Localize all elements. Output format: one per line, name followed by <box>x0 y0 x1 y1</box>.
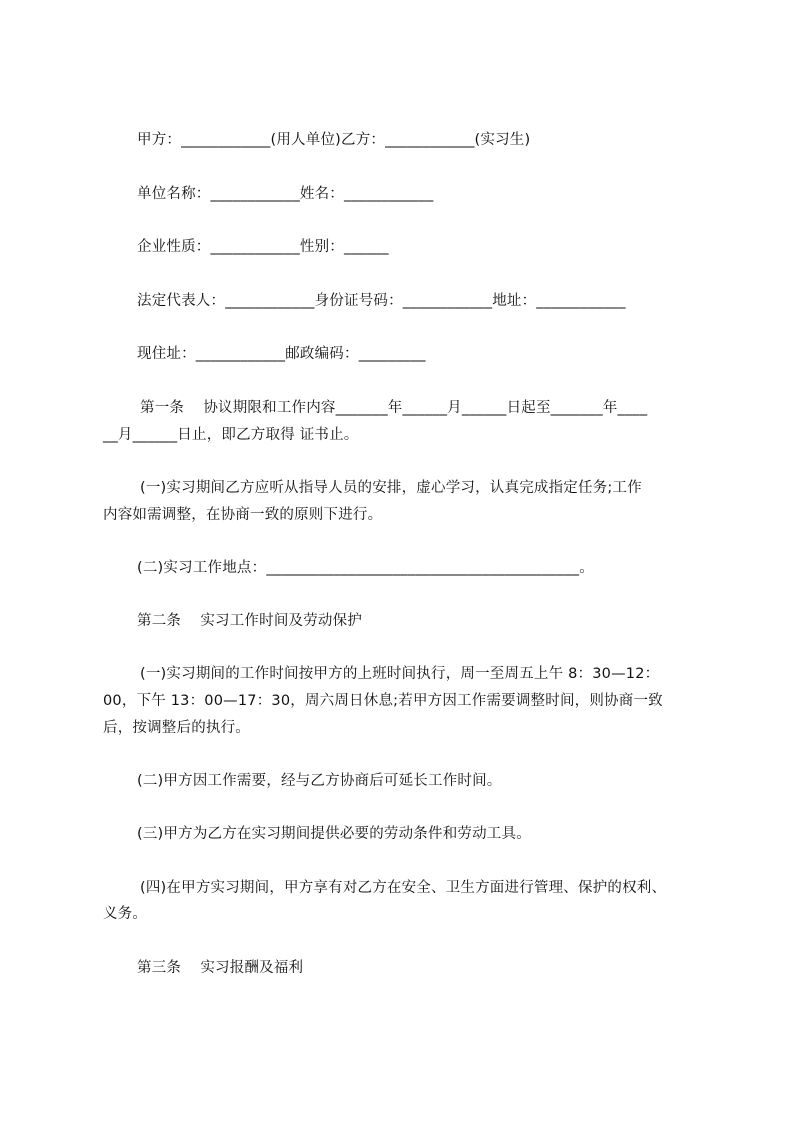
article-2-heading: 第二条 实习工作时间及劳动保护 <box>137 613 363 629</box>
article-2-para-1-line-3: 后，按调整后的执行。 <box>103 720 250 736</box>
article-1-para-1-line-2: 内容如需调整，在协商一致的原则下进行。 <box>103 507 383 523</box>
residence-line: 现住址：____________邮政编码：_________ <box>137 346 426 362</box>
article-1-para-2-line: (二)实习工作地点：__________________________________________。 <box>137 560 594 576</box>
article-2-para-4-line-1: (四)在甲方实习期间，甲方享有对乙方在安全、卫生方面进行管理、保护的权利、 <box>140 880 667 896</box>
article-3-heading: 第三条 实习报酬及福利 <box>137 960 304 976</box>
article-1-line-1: 第一条 协议期限和工作内容_______年______月______日起至_______年____ <box>140 400 648 416</box>
legal-representative-line: 法定代表人：____________身份证号码：____________地址：____________ <box>137 293 626 309</box>
article-2-para-2-line: (二)甲方因工作需要，经与乙方协商后可延长工作时间。 <box>137 773 502 789</box>
article-1-line-2: __月______日止，即乙方取得 证书止。 <box>103 427 359 443</box>
article-2-para-1-line-2: 00，下午 13：00—17：30，周六周日休息;若甲方因工作需要调整时间，则协商一致 <box>103 693 663 709</box>
article-2-para-4-line-2: 义务。 <box>103 906 148 922</box>
enterprise-nature-line: 企业性质：____________性别：______ <box>137 239 389 255</box>
party-line: 甲方：____________(用人单位)乙方：____________(实习生) <box>137 132 531 148</box>
article-2-para-3-line: (三)甲方为乙方在实习期间提供必要的劳动条件和劳动工具。 <box>137 826 531 842</box>
unit-name-line: 单位名称：____________姓名：____________ <box>137 186 434 202</box>
article-2-para-1-line-1: (一)实习期间的工作时间按甲方的上班时间执行，周一至周五上午 8：30—12： <box>140 666 660 682</box>
article-1-para-1-line-1: (一)实习期间乙方应听从指导人员的安排，虚心学习，认真完成指定任务;工作 <box>140 480 642 496</box>
